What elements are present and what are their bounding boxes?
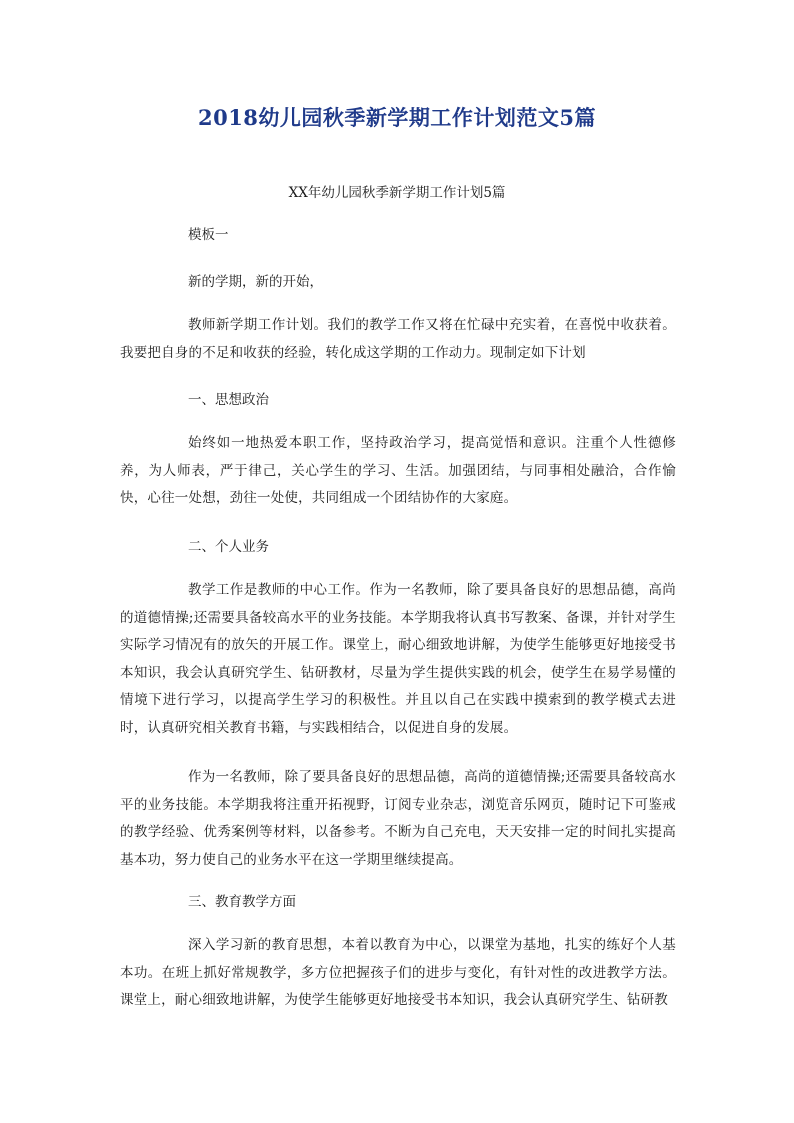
section-paragraph-teaching: 深入学习新的教育思想，本着以教育为中心，以课堂为基地，扎实的练好个人基本功。在班上抓好常规教学，多方位把握孩子们的进步与变化，有针对性的改进教学方法。课堂上，耐心细致地讲解，为使学生能够更好地接受书本知识，我会认真研究学生、钻研教 bbox=[120, 937, 676, 1008]
section-heading-personal-business: 二、个人业务 bbox=[188, 539, 269, 555]
intro-line: 新的学期，新的开始， bbox=[188, 274, 323, 290]
document-title: 2018幼儿园秋季新学期工作计划范文5篇 bbox=[197, 105, 597, 130]
section-paragraph-politics: 始终如一地热爱本职工作，坚持政治学习，提高觉悟和意识。注重个人性德修养，为人师表，严于律己，关心学生的学习、生活。加强团结，与同事相处融洽，合作愉快，心往一处想，劲往一处使，共同组成一个团结协作的大家庭。 bbox=[120, 435, 676, 506]
intro-paragraph: 教师新学期工作计划。我们的教学工作又将在忙碌中充实着，在喜悦中收获着。我要把自身的不足和收获的经验，转化成这学期的工作动力。现制定如下计划 bbox=[120, 317, 676, 361]
section-paragraph-personal-business-1: 教学工作是教师的中心工作。作为一名教师，除了要具备良好的思想品德，高尚的道德情操;还需要具备较高水平的业务技能。本学期我将认真书写教案、备课，并针对学生实际学习情况有的放矢的开展工作。课堂上，耐心细致地讲解，为使学生能够更好地接受书本知识，我会认真研究学生、钻研教材，尽量为学生提供实践的机会，使学生在易学易懂的情境下进行学习，以提高学生学习的积极性。并且以自己在实践中摸索到的教学模式去进时，认真研究相关教育书籍，与实践相结合，以促进自身的发展。 bbox=[120, 582, 676, 736]
template-label: 模板一 bbox=[188, 227, 229, 243]
section-heading-teaching: 三、教育教学方面 bbox=[188, 894, 296, 910]
document-subtitle: XX年幼儿园秋季新学期工作计划5篇 bbox=[288, 185, 506, 201]
section-paragraph-personal-business-2: 作为一名教师，除了要具备良好的思想品德，高尚的道德情操;还需要具备较高水平的业务技能。本学期我将注重开拓视野，订阅专业杂志，浏览音乐网页，随时记下可鉴戒的教学经验、优秀案例等材料，以备参考。不断为自己充电，天天安排一定的时间扎实提高基本功，努力使自己的业务水平在这一学期里继续提高。 bbox=[120, 769, 676, 868]
section-heading-politics: 一、思想政治 bbox=[188, 392, 269, 408]
